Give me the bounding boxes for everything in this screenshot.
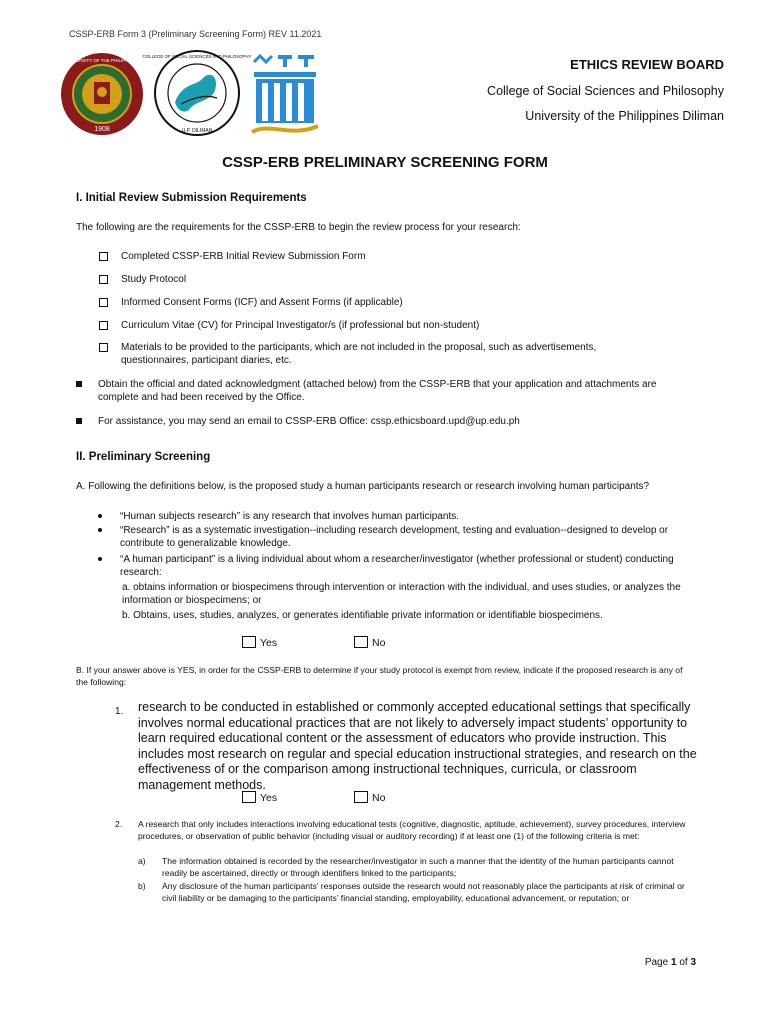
definition-human-subjects: “Human subjects research” is any research that involves human participants. bbox=[120, 511, 460, 522]
bullet bbox=[98, 557, 102, 561]
erb-logo bbox=[250, 52, 320, 138]
answer-b1-yes[interactable]: Yes bbox=[242, 791, 277, 804]
exemption-item-2: A research that only includes interactions involving educational tests (cognitive, diagnostic, aptitude, achievement), survey procedures, interview procedures, or observation of public behavior (including visual or auditory recording) if at least one (1) of the following criteria is met: bbox=[138, 819, 686, 841]
page-number: Page 1 of 3 bbox=[644, 957, 696, 968]
criteria-label: b) bbox=[138, 881, 146, 891]
question-a: A. Following the definitions below, is the proposed study a human participants research or research involving human participants? bbox=[76, 481, 650, 492]
answer-b1-no[interactable]: No bbox=[354, 791, 385, 804]
board-name: ETHICS REVIEW BOARD bbox=[570, 57, 724, 72]
checkbox[interactable] bbox=[99, 275, 108, 284]
form-title: CSSP-ERB PRELIMINARY SCREENING FORM bbox=[222, 154, 548, 171]
section-1-heading: I. Initial Review Submission Requirements bbox=[76, 192, 307, 204]
sub-definition-a: a. obtains information or biospecimens through intervention or interaction with the individual, and uses studies, or analyzes the information or biospecimens; or bbox=[122, 582, 681, 606]
up-seal-year: 1908 bbox=[94, 126, 110, 133]
section-1-intro: The following are the requirements for the CSSP-ERB to begin the review process for your research: bbox=[76, 222, 521, 233]
definition-research: “Research” is as a systematic investigation--including research development, testing and evaluation--designed to develop or contribute to generalizable knowledge. bbox=[120, 525, 669, 549]
answer-a-yes[interactable]: Yes bbox=[242, 636, 277, 649]
criteria-label: a) bbox=[138, 856, 146, 866]
exemption-item-1: research to be conducted in established or commonly accepted educational settings that specifically involves normal educational practices that are not likely to adversely impact students’ opportunity to learn required educational content or the assessment of educators who provide instruction. This includes most research on regular and special education instructional strategies, and research on the effectiveness of or the comparison among instructional techniques, curricula, or classroom management methods. bbox=[138, 700, 697, 792]
checkbox[interactable] bbox=[242, 636, 256, 648]
bullet bbox=[98, 514, 102, 518]
checkbox[interactable] bbox=[354, 636, 368, 648]
note-assistance: For assistance, you may send an email to CSSP-ERB Office: cssp.ethicsboard.upd@up.edu.ph bbox=[98, 416, 520, 427]
cssp-seal-campus: U.P. DILIMAN bbox=[181, 128, 213, 134]
criteria-b: Any disclosure of the human participants’ responses outside the research would not reasonably place the participants at risk of criminal or civil liability or be damaging to the participants’ financial standing, employability, educational advancement, or reputation; or bbox=[162, 881, 685, 903]
section-2-heading: II. Preliminary Screening bbox=[76, 451, 211, 463]
sub-definition-b: b. Obtains, uses, studies, analyzes, or generates identifiable private information or identifiable biospecimens. bbox=[122, 610, 603, 621]
cssp-seal-logo bbox=[142, 48, 252, 138]
form-reference: CSSP-ERB Form 3 (Preliminary Screening Form) REV 11.2021 bbox=[69, 29, 322, 39]
criteria-a: The information obtained is recorded by the researcher/investigator in such a manner that the identity of the human participants cannot readily be ascertained, directly or through identifiers linked to the participants; bbox=[162, 856, 674, 878]
checkbox[interactable] bbox=[99, 343, 108, 352]
cssp-seal-name: COLLEGE OF SOCIAL SCIENCES AND PHILOSOPHY bbox=[142, 54, 252, 59]
definition-human-participant: “A human participant” is a living individual about whom a researcher/investigator (whether professional or student) conducting research: bbox=[120, 554, 674, 578]
checkbox[interactable] bbox=[99, 298, 108, 307]
item-number: 2. bbox=[115, 819, 123, 829]
square-bullet bbox=[76, 381, 82, 387]
college-name: College of Social Sciences and Philosophy bbox=[487, 84, 724, 98]
university-name: University of the Philippines Diliman bbox=[525, 109, 724, 123]
up-seal-logo bbox=[60, 52, 144, 136]
note-acknowledgment: Obtain the official and dated acknowledgment (attached below) from the CSSP-ERB that your application and attachments are complete and had been received by the Office. bbox=[98, 379, 657, 403]
up-seal-name: UNIVERSITY OF THE PHILIPPINES bbox=[65, 58, 139, 63]
checkbox[interactable] bbox=[99, 252, 108, 261]
item-number: 1. bbox=[115, 706, 124, 717]
question-b: B. If your answer above is YES, in order for the CSSP-ERB to determine if your study protocol is exempt from review, indicate if the proposed research is any of the following: bbox=[76, 665, 683, 687]
answer-a-no[interactable]: No bbox=[354, 636, 385, 649]
checkbox[interactable] bbox=[242, 791, 256, 803]
logos-group bbox=[60, 48, 320, 148]
checklist-item: Materials to be provided to the participants, which are not included in the proposal, such as advertisements, questionnaires, participant diaries, etc. bbox=[99, 341, 699, 371]
checkbox[interactable] bbox=[99, 321, 108, 330]
square-bullet bbox=[76, 418, 82, 424]
checkbox[interactable] bbox=[354, 791, 368, 803]
bullet bbox=[98, 528, 102, 532]
